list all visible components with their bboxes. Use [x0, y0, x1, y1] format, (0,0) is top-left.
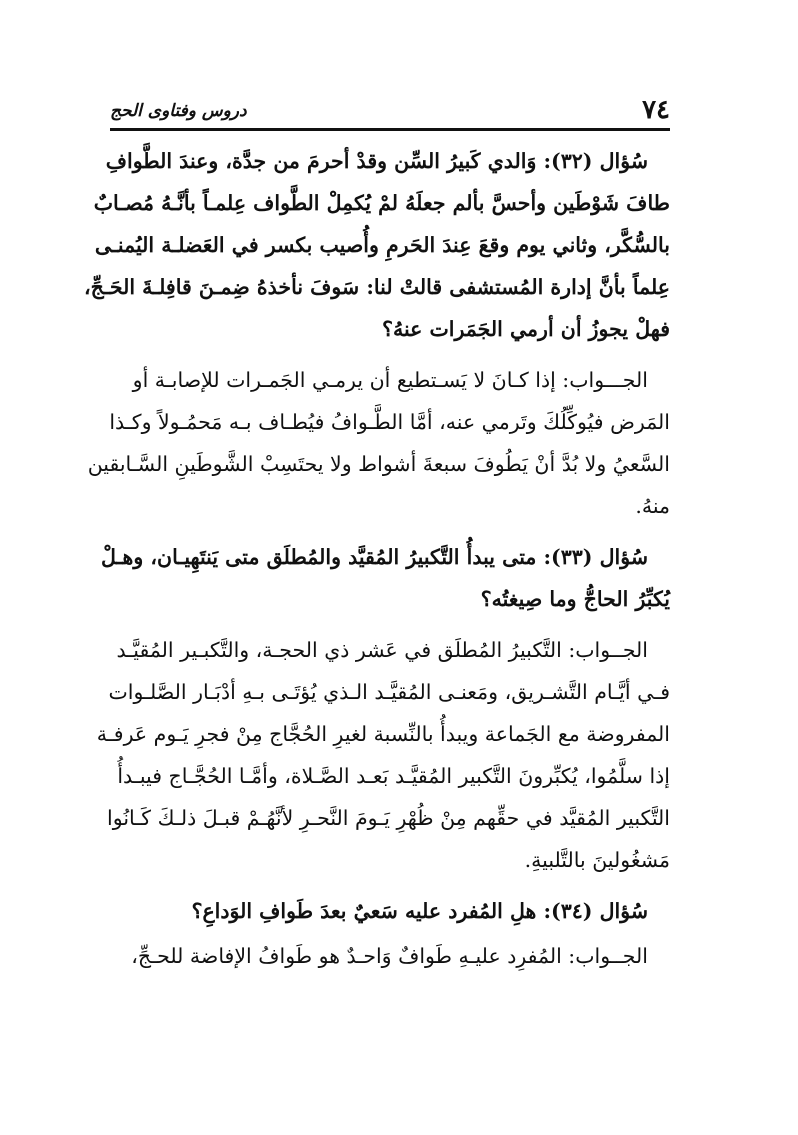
text-line: سُؤال (٣٤): هلِ المُفرد عليه سَعيٌ بعدَ طَوافِ الوَداعِ؟: [191, 899, 648, 923]
text-line: مَشغُولينَ بالتَّلبيةِ.: [524, 848, 670, 872]
text-line: سُؤال (٣٢): وَالدي كَبيرُ السِّن وقدْ أحرمَ من جدَّة، وعندَ الطَّوافِ: [105, 149, 648, 173]
question-33: [101, 536, 670, 620]
text-line: المَرض فيُوكِّلُكَ وتَرمي عنه، أمَّا الطَّـوافُ فيُطـاف بـه مَحمُـولاً وكـذا: [109, 410, 670, 434]
text-line: يُكبِّرُ الحاجُّ وما صِيغتُه؟: [480, 587, 670, 611]
running-title: دروس وفتاوى الحج: [110, 101, 247, 121]
text-line: بالسُّكَّر، وثاني يوم وقعَ عِندَ الحَرمِ وأُصيب بكسر في العَضلـة اليُمنـى: [94, 233, 670, 257]
text-line: المفروضة مع الجَماعة ويبدأُ بالنِّسبة لغيرِ الحُجَّاج مِنْ فجرِ يَـوم عَرفـة: [96, 722, 670, 746]
question-34: [108, 890, 670, 932]
answer-32: [87, 359, 670, 527]
page-body: [83, 140, 670, 986]
answer-34: [108, 935, 670, 977]
header-divider: [110, 128, 670, 131]
page-header: [110, 96, 670, 126]
text-line: فهلْ يجوزُ أن أرمي الجَمَرات عنهُ؟: [382, 317, 670, 341]
text-line: السَّعيُ ولا بُدَّ أنْ يَطُوفَ سبعةَ أشواط ولا يحتَسِبْ الشَّوطَينِ السَّـابقين: [87, 452, 670, 476]
text-line: الجــواب: المُفرِد عليـهِ طَوافٌ وَاحـدٌ هو طَوافُ الإفاضة للحـجِّ،: [131, 944, 648, 968]
text-line: الجـــواب: إذا كـانَ لا يَسـتطيع أن يرمـي الجَمـرات للإصابـة أو: [132, 368, 648, 392]
text-line: طافَ شَوْطَين وأحسَّ بألم جعلَهُ لمْ يُكمِلْ الطَّواف عِلمـاً بأنَّـهُ مُصـابٌ: [93, 191, 670, 215]
text-line: منهُ.: [635, 494, 670, 518]
page-number: ٧٤: [642, 95, 670, 125]
text-line: الجــواب: التَّكبيرُ المُطلَق في عَشر ذي الحجـة، والتَّكبـير المُقيَّـد: [116, 638, 648, 662]
text-line: سُؤال (٣٣): متى يبدأُ التَّكبيرُ المُقيَّد والمُطلَق متى يَنتَهِيـان، وهـلْ: [101, 545, 648, 569]
text-line: إذا سلَّمُوا، يُكبِّرونَ التَّكبير المُقيَّـد بَعـد الصَّـلاة، وأمَّـا الحُجَّـاج فيبـدأُ: [117, 764, 670, 788]
text-line: فـي أيَّـام التَّشـريق، ومَعنـى المُقيَّـد الـذي يُؤتَـى بـهِ أدْبَـار الصَّلـوات: [108, 680, 670, 704]
text-line: عِلماً بأنَّ إدارة المُستشفى قالتْ لنا: سَوفَ نأخذهُ ضِمـنَ قافِلـةَ الحَـجِّ،: [83, 275, 670, 299]
answer-33: [96, 629, 670, 881]
question-32: [83, 140, 670, 350]
text-line: التَّكبير المُقيَّد في حقِّهم مِنْ ظُهْرِ يَـومَ النَّحـرِ لأنَّهُـمْ قبـلَ ذلـكَ كَـانُوا: [107, 806, 670, 830]
